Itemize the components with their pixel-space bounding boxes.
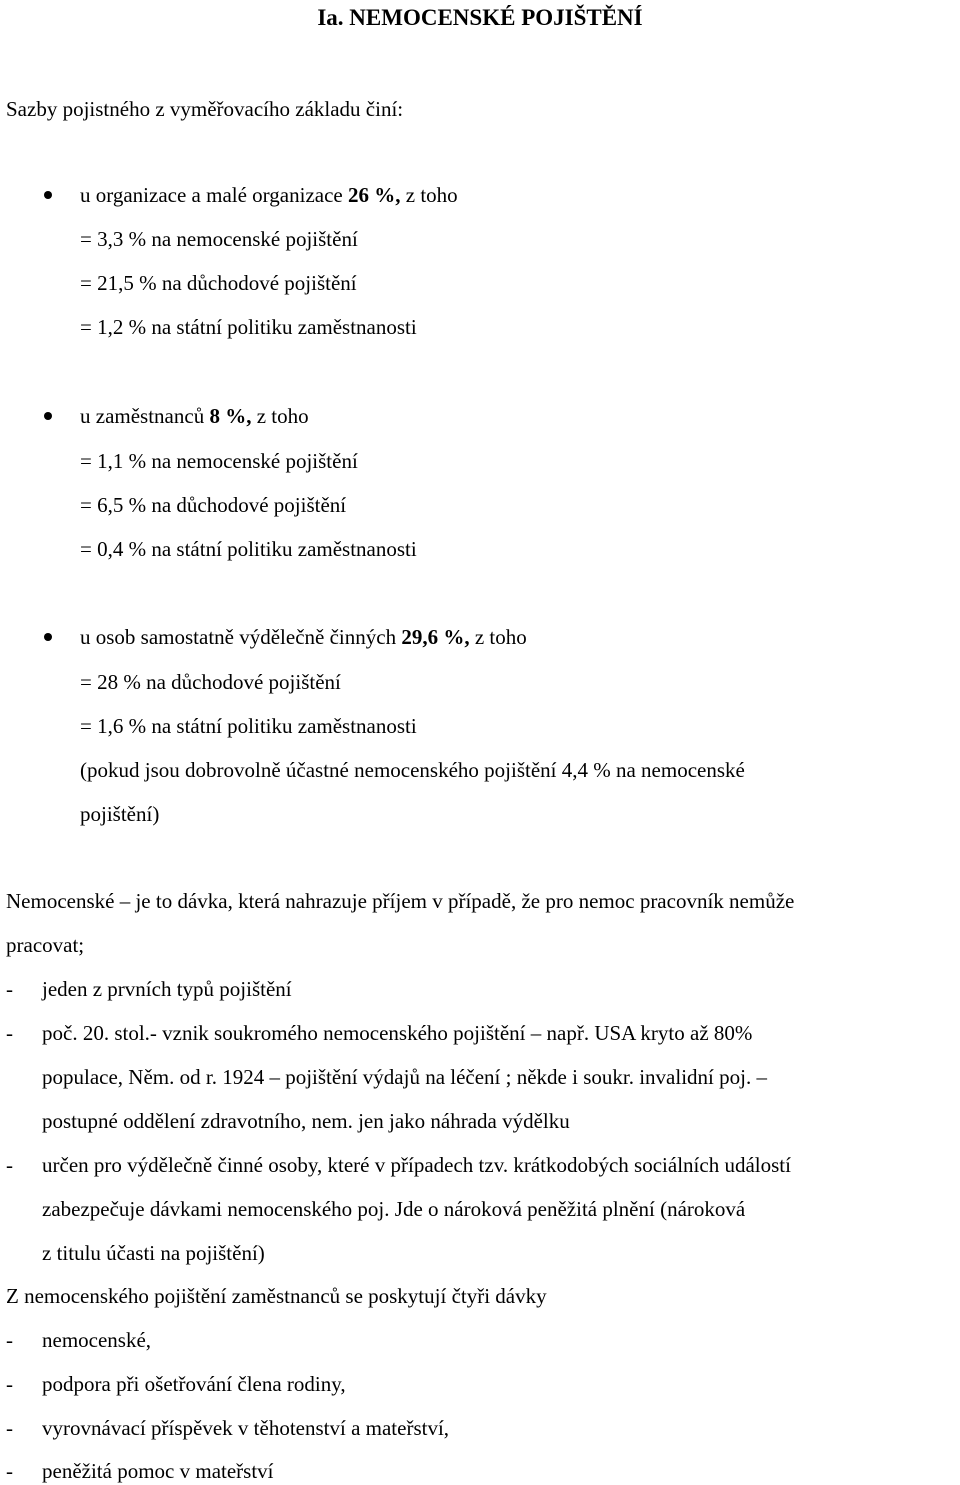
history-item: jeden z prvních typů pojištění (42, 977, 292, 1001)
rate-line: = 28 % na důchodové pojištění (80, 670, 341, 694)
definition-text: Nemocenské – je to dávka, která nahrazuje příjem v případě, že pro nemoc pracovník nemůže (6, 889, 795, 913)
rate-group-lead: u osob samostatně výdělečně činných 29,6 %, z toho (80, 625, 527, 649)
intro-text: Sazby pojistného z vyměřovacího základu činí: (6, 97, 404, 121)
bullet-icon (44, 633, 52, 641)
dash-marker: - (6, 1153, 13, 1177)
rate-line: = 1,1 % na nemocenské pojištění (80, 449, 358, 473)
rate-group-lead: u organizace a malé organizace 26 %, z toho (80, 183, 458, 207)
history-item: z titulu účasti na pojištění) (42, 1241, 265, 1265)
dash-marker: - (6, 1372, 13, 1396)
rate-line: pojištění) (80, 802, 160, 826)
bullet-icon (44, 191, 52, 199)
history-item: postupné oddělení zdravotního, nem. jen jako náhrada výdělku (42, 1109, 570, 1133)
rate-group-lead: u zaměstnanců 8 %, z toho (80, 404, 309, 428)
dash-marker: - (6, 1328, 13, 1352)
history-item: poč. 20. stol.- vznik soukromého nemocenského pojištění – např. USA kryto až 80% (42, 1021, 753, 1045)
benefit-item: peněžitá pomoc v mateřství (42, 1459, 274, 1483)
bullet-icon (44, 412, 52, 420)
benefit-item: nemocenské, (42, 1328, 152, 1352)
page-title: Ia. NEMOCENSKÉ POJIŠTĚNÍ (317, 5, 643, 30)
rate-line: = 6,5 % na důchodové pojištění (80, 493, 347, 517)
dash-marker: - (6, 1021, 13, 1045)
benefit-item: podpora při ošetřování člena rodiny, (42, 1372, 346, 1396)
dash-marker: - (6, 1459, 13, 1483)
rate-line: = 21,5 % na důchodové pojištění (80, 271, 357, 295)
dash-marker: - (6, 1416, 13, 1440)
rate-line: = 1,2 % na státní politiku zaměstnanosti (80, 315, 417, 339)
benefits-intro: Z nemocenského pojištění zaměstnanců se poskytují čtyři dávky (6, 1284, 547, 1308)
benefit-item: vyrovnávací příspěvek v těhotenství a mateřství, (42, 1416, 450, 1440)
history-item: určen pro výdělečně činné osoby, které v případech tzv. krátkodobých sociálních událostí (42, 1153, 791, 1177)
rate-line: (pokud jsou dobrovolně účastné nemocenského pojištění 4,4 % na nemocenské (80, 758, 745, 782)
history-item: zabezpečuje dávkami nemocenského poj. Jde o nároková peněžitá plnění (nároková (42, 1197, 746, 1221)
definition-text: pracovat; (6, 933, 85, 957)
history-item: populace, Něm. od r. 1924 – pojištění výdajů na léčení ; někde i soukr. invalidní poj. – (42, 1065, 767, 1089)
rate-line: = 1,6 % na státní politiku zaměstnanosti (80, 714, 417, 738)
rate-line: = 3,3 % na nemocenské pojištění (80, 227, 358, 251)
rate-line: = 0,4 % na státní politiku zaměstnanosti (80, 537, 417, 561)
dash-marker: - (6, 977, 13, 1001)
